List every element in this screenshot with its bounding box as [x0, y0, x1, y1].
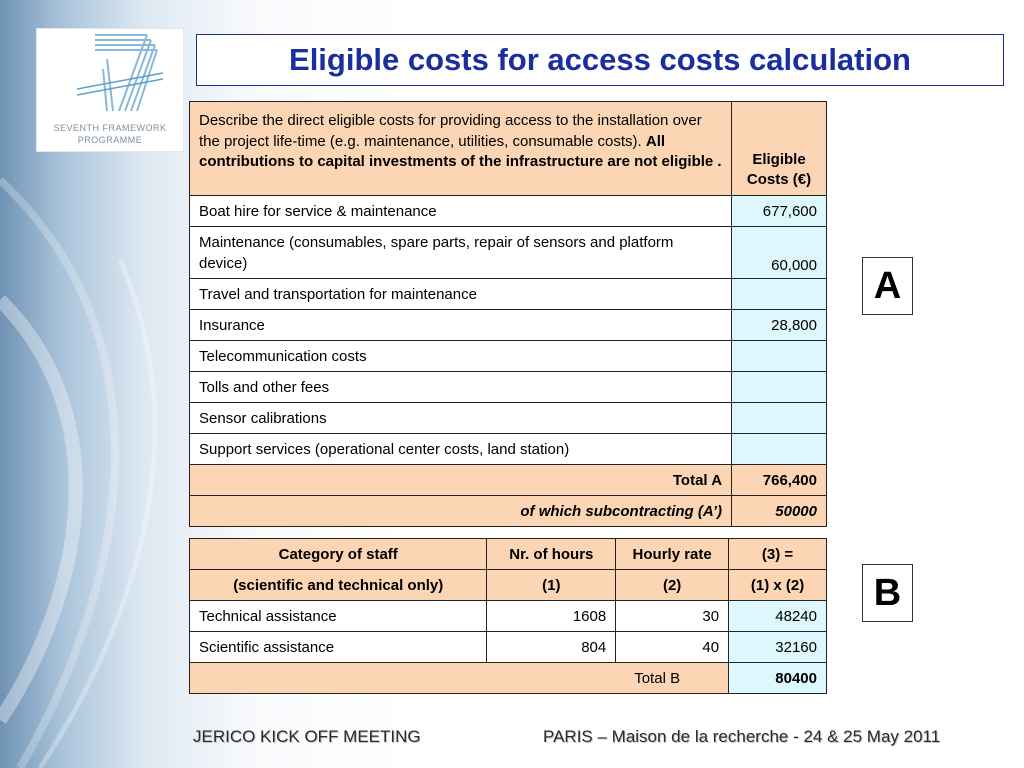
table-row: [190, 632, 827, 663]
subcontracting-value: 50000: [732, 496, 827, 527]
table-row: [190, 196, 827, 227]
table-row: [190, 434, 827, 465]
cost-item-value: 28,800: [732, 310, 827, 341]
header-desc-bold: All contributions to capital investments of the infrastructure are not eligible .: [199, 132, 722, 170]
cost-item-label: Travel and transportation for maintenance: [190, 279, 732, 310]
cost-item-value: [732, 341, 827, 372]
staff-hours: 1608: [487, 601, 616, 632]
table-row: [190, 227, 827, 279]
staff-hours: 804: [487, 632, 616, 663]
table-row: [190, 601, 827, 632]
cost-item-value: [732, 403, 827, 434]
table-row: [190, 372, 827, 403]
total-a-label: Total A: [190, 465, 732, 496]
logo-text-line1: SEVENTH FRAMEWORK: [53, 123, 167, 133]
cost-item-label: Sensor calibrations: [190, 403, 732, 434]
table-row: [190, 310, 827, 341]
staff-category: Scientific assistance: [190, 632, 487, 663]
total-b-label: Total B: [634, 669, 681, 687]
cost-item-label: Maintenance (consumables, spare parts, repair of sensors and platform device): [190, 227, 732, 279]
table-a-header-description: [190, 102, 732, 196]
total-a-row: [190, 465, 827, 496]
table-a-header-value: [732, 102, 827, 196]
slide-title: Eligible costs for access costs calculation: [196, 34, 1004, 86]
header-hours-sub: (1): [487, 570, 616, 601]
cost-item-label: Support services (operational center costs, land station): [190, 434, 732, 465]
footer-left: JERICO KICK OFF MEETING: [193, 727, 421, 746]
staff-total: 48240: [729, 601, 827, 632]
cost-item-label: Telecommunication costs: [190, 341, 732, 372]
table-row: [190, 403, 827, 434]
staff-rate: 40: [616, 632, 729, 663]
header-total: (3) =: [729, 539, 827, 570]
cost-item-label: Tolls and other fees: [190, 372, 732, 403]
footer-right: PARIS – Maison de la recherche - 24 & 25 May 2011: [543, 727, 941, 746]
subcontracting-label: of which subcontracting (A’): [190, 496, 732, 527]
staff-rate: 30: [616, 601, 729, 632]
eligible-costs-table: [189, 101, 827, 527]
header-hours: Nr. of hours: [487, 539, 616, 570]
staff-total: 32160: [729, 632, 827, 663]
cost-item-value: [732, 372, 827, 403]
label-a-box: A: [862, 257, 913, 315]
logo-text-line2: PROGRAMME: [77, 135, 143, 145]
table-row: [190, 279, 827, 310]
cost-item-label: Boat hire for service & maintenance: [190, 196, 732, 227]
header-value-text: Eligible Costs (€): [746, 151, 812, 188]
table-b-header-row-1: [190, 539, 827, 570]
staff-category: Technical assistance: [190, 601, 487, 632]
header-category-sub: (scientific and technical only): [190, 570, 487, 601]
cost-item-label: Insurance: [190, 310, 732, 341]
total-b-row: [190, 663, 827, 694]
subcontracting-row: [190, 496, 827, 527]
header-total-sub: (1) x (2): [729, 570, 827, 601]
total-b-label-cell: [190, 663, 729, 694]
cost-item-value: [732, 279, 827, 310]
header-category: Category of staff: [190, 539, 487, 570]
total-a-value: 766,400: [732, 465, 827, 496]
cost-item-value: 60,000: [732, 227, 827, 279]
table-row: [190, 341, 827, 372]
header-desc-normal: Describe the direct eligible costs for providing access to the installation over the project life-time (e.g. maintenance, utilities, consumable costs).: [199, 112, 702, 150]
header-rate: Hourly rate: [616, 539, 729, 570]
cost-item-value: [732, 434, 827, 465]
label-b-box: B: [862, 564, 913, 622]
table-b-header-row-2: [190, 570, 827, 601]
staff-costs-table: [189, 538, 827, 694]
header-rate-sub: (2): [616, 570, 729, 601]
fp7-logo: [36, 28, 184, 152]
total-b-value: 80400: [729, 663, 827, 694]
cost-item-value: 677,600: [732, 196, 827, 227]
